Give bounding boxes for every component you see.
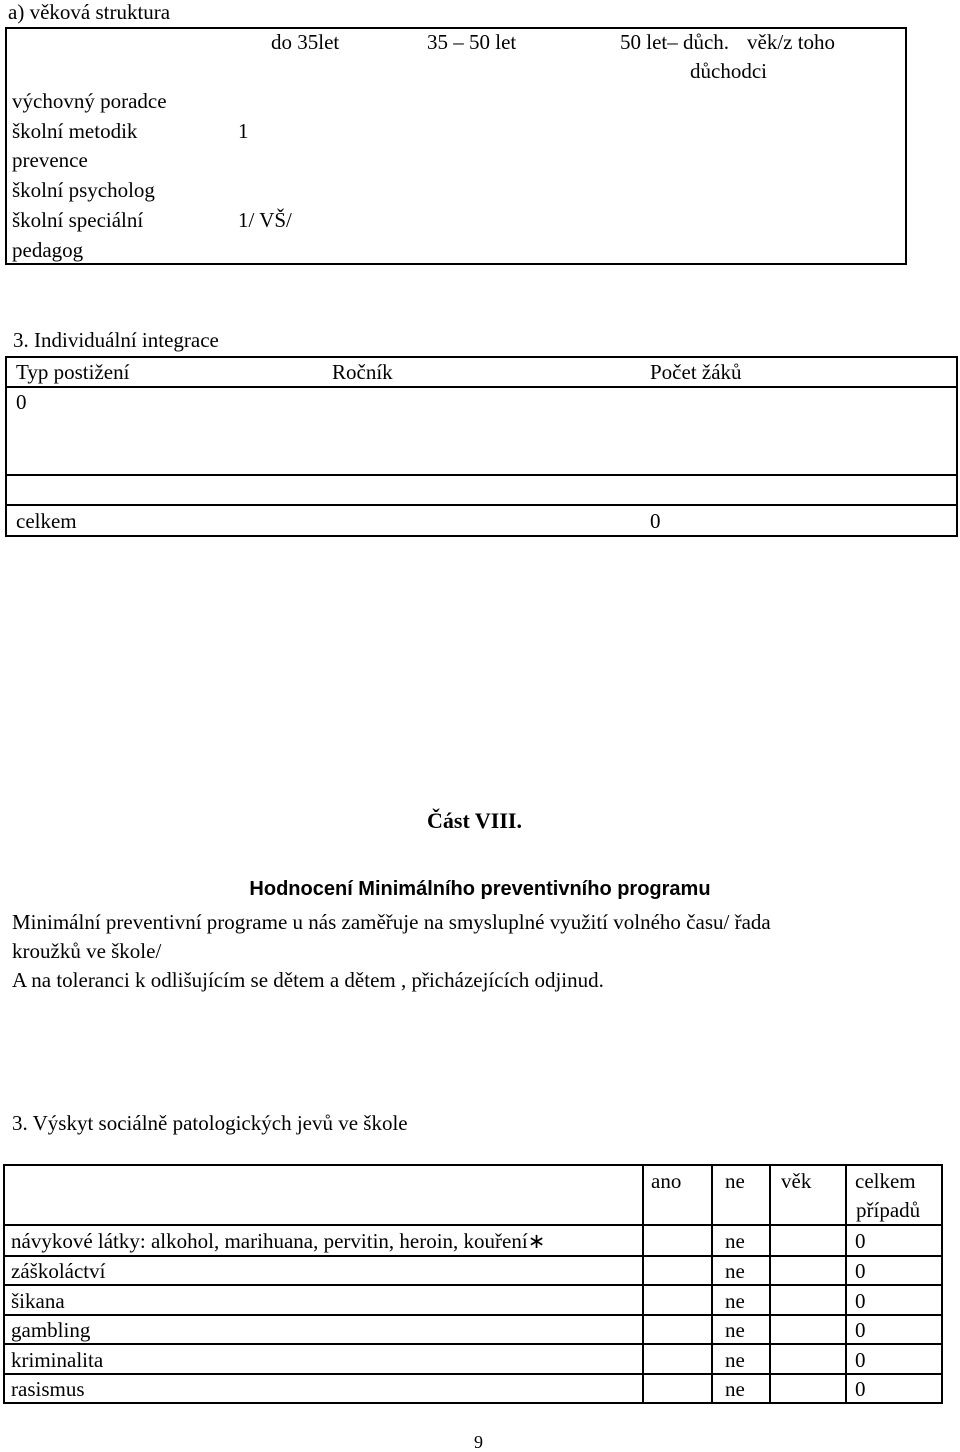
patho-row-count: 0 <box>855 1318 866 1342</box>
patho-col-no: ne <box>725 1169 745 1193</box>
patho-row-label: návykové látky: alkohol, marihuana, pervitin, heroin, kouření∗ <box>11 1229 546 1253</box>
paragraph-line: kroužků ve škole/ <box>12 939 162 963</box>
age-col-35-50: 35 – 50 let <box>427 30 517 54</box>
patho-row-label: záškoláctví <box>11 1259 106 1283</box>
part-subtitle: Hodnocení Minimálního preventivního programu <box>249 878 711 900</box>
patho-row-count: 0 <box>855 1377 866 1401</box>
integration-total-label: celkem <box>16 509 77 533</box>
age-row-value: 1/ VŠ/ <box>238 208 292 232</box>
patho-col-cases: případů <box>856 1198 921 1222</box>
patho-heading: 3. Výskyt sociálně patologických jevů ve škole <box>12 1111 408 1135</box>
age-col-50-retire: 50 let– důch. <box>620 30 730 54</box>
patho-row-count: 0 <box>855 1289 866 1313</box>
patho-row-no: ne <box>725 1348 745 1372</box>
patho-row-no: ne <box>725 1289 745 1313</box>
age-row-label: školní psycholog <box>12 178 155 202</box>
integration-col-type: Typ postižení <box>16 360 130 384</box>
age-row-label: školní speciální <box>12 208 144 232</box>
page-number: 9 <box>474 1432 483 1452</box>
patho-row-count: 0 <box>855 1348 866 1372</box>
age-row-value: 1 <box>238 119 249 143</box>
paragraph-line: A na toleranci k odlišujícím se dětem a dětem , přicházejících odjinud. <box>12 968 604 992</box>
patho-row-no: ne <box>725 1259 745 1283</box>
asterisk-icon: ∗ <box>527 1229 546 1253</box>
part-title: Část VIII. <box>427 808 522 833</box>
paragraph-line: Minimální preventivní programe u nás zaměřuje na smysluplné využití volného času/ řada <box>12 910 771 934</box>
age-row-label: výchovný poradce <box>12 89 167 113</box>
age-col-retired: důchodci <box>690 59 767 83</box>
integration-col-grade: Ročník <box>332 360 393 384</box>
patho-row-label: šikana <box>11 1289 65 1313</box>
patho-row-count: 0 <box>855 1259 866 1283</box>
patho-row-label: gambling <box>11 1318 91 1342</box>
patho-col-age: věk <box>781 1169 812 1193</box>
integration-col-count: Počet žáků <box>650 360 742 384</box>
age-col-retired-count: věk/z toho <box>747 30 836 54</box>
age-row-label: prevence <box>12 148 88 172</box>
patho-row-count: 0 <box>855 1229 866 1253</box>
patho-row-label: rasismus <box>11 1377 85 1401</box>
age-row-label: pedagog <box>12 238 84 262</box>
patho-row-no: ne <box>725 1377 745 1401</box>
patho-row-label: kriminalita <box>11 1348 104 1372</box>
age-row-label: školní metodik <box>12 119 138 143</box>
patho-row-no: ne <box>725 1229 745 1253</box>
integration-total-value: 0 <box>650 509 661 533</box>
integration-row-value: 0 <box>16 390 27 414</box>
patho-col-total: celkem <box>855 1169 916 1193</box>
patho-row-no: ne <box>725 1318 745 1342</box>
age-col-under35: do 35let <box>271 30 340 54</box>
patho-col-yes: ano <box>651 1169 682 1193</box>
integration-heading: 3. Individuální integrace <box>13 328 219 352</box>
age-heading: a) věková struktura <box>8 0 171 24</box>
